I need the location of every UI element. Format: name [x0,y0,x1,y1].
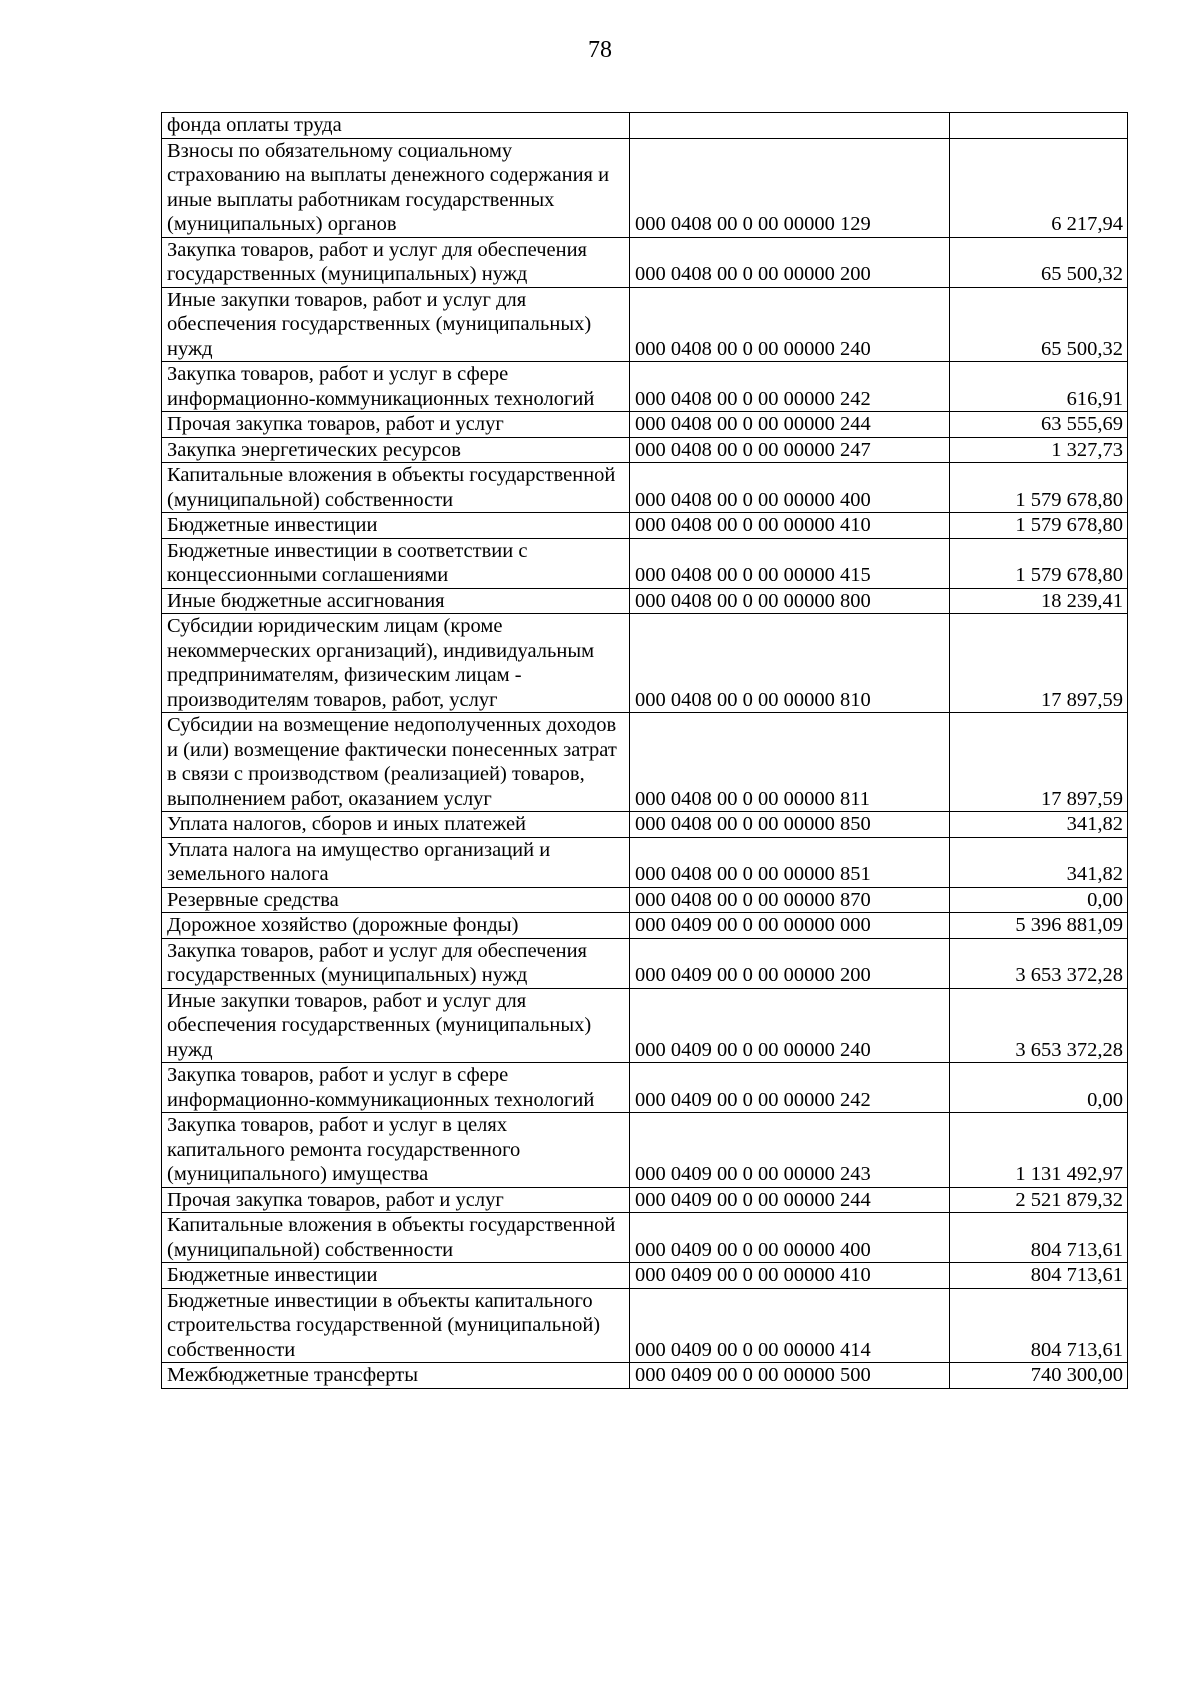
expense-name: Иные бюджетные ассигнования [162,588,630,614]
amount: 65 500,32 [950,237,1128,287]
table-row [162,362,1128,412]
amount [950,113,1128,139]
budget-classification-code: 000 0408 00 0 00 00000 415 [630,538,950,588]
amount: 0,00 [950,887,1128,913]
expense-name: Закупка товаров, работ и услуг в сфере информационно-коммуникационных технологий [162,1063,630,1113]
amount: 17 897,59 [950,614,1128,713]
table-row [162,713,1128,812]
budget-classification-code: 000 0408 00 0 00 00000 240 [630,287,950,362]
expense-name: Закупка товаров, работ и услуг в сфере информационно-коммуникационных технологий [162,362,630,412]
expense-name: Дорожное хозяйство (дорожные фонды) [162,913,630,939]
table-row [162,237,1128,287]
table-row [162,1213,1128,1263]
expense-name: Бюджетные инвестиции в объекты капитального строительства государственной (муниципальной) собственности [162,1288,630,1363]
expense-name: Уплата налога на имущество организаций и земельного налога [162,837,630,887]
expense-name: Прочая закупка товаров, работ и услуг [162,412,630,438]
expense-name: Закупка энергетических ресурсов [162,437,630,463]
table-row [162,538,1128,588]
table-row [162,513,1128,539]
expense-name: Субсидии на возмещение недополученных доходов и (или) возмещение фактически понесенных затрат в связи с производством (реализацией) товаров, выполнением работ, оказанием услуг [162,713,630,812]
budget-table-body [162,113,1128,1389]
amount: 18 239,41 [950,588,1128,614]
expense-name: Капитальные вложения в объекты государственной (муниципальной) собственности [162,1213,630,1263]
table-row [162,837,1128,887]
expense-name: Закупка товаров, работ и услуг для обеспечения государственных (муниципальных) нужд [162,237,630,287]
expense-name: Уплата налогов, сборов и иных платежей [162,812,630,838]
amount: 804 713,61 [950,1288,1128,1363]
expense-name: Капитальные вложения в объекты государственной (муниципальной) собственности [162,463,630,513]
table-row [162,614,1128,713]
amount: 5 396 881,09 [950,913,1128,939]
amount: 1 327,73 [950,437,1128,463]
table-row [162,938,1128,988]
amount: 1 579 678,80 [950,538,1128,588]
expense-name: Взносы по обязательному социальному страхованию на выплаты денежного содержания и иные выплаты работникам государственных (муниципальных) органов [162,138,630,237]
amount: 1 579 678,80 [950,463,1128,513]
budget-classification-code: 000 0408 00 0 00 00000 247 [630,437,950,463]
table-row [162,1263,1128,1289]
expense-name: Иные закупки товаров, работ и услуг для обеспечения государственных (муниципальных) нужд [162,988,630,1063]
amount: 740 300,00 [950,1363,1128,1389]
budget-classification-code: 000 0408 00 0 00 00000 410 [630,513,950,539]
budget-classification-code: 000 0409 00 0 00 00000 244 [630,1187,950,1213]
amount: 1 579 678,80 [950,513,1128,539]
budget-classification-code: 000 0408 00 0 00 00000 200 [630,237,950,287]
amount: 17 897,59 [950,713,1128,812]
table-row [162,887,1128,913]
table-row [162,138,1128,237]
budget-classification-code: 000 0408 00 0 00 00000 810 [630,614,950,713]
amount: 804 713,61 [950,1213,1128,1263]
expense-name: Прочая закупка товаров, работ и услуг [162,1187,630,1213]
expense-name: Иные закупки товаров, работ и услуг для обеспечения государственных (муниципальных) нужд [162,287,630,362]
table-row [162,1363,1128,1389]
table-row [162,988,1128,1063]
expense-name: Резервные средства [162,887,630,913]
table-row [162,437,1128,463]
table-row [162,1063,1128,1113]
table-row [162,412,1128,438]
table-row [162,1113,1128,1188]
budget-table [161,112,1128,1389]
amount: 63 555,69 [950,412,1128,438]
table-row [162,1187,1128,1213]
budget-classification-code: 000 0409 00 0 00 00000 410 [630,1263,950,1289]
budget-classification-code: 000 0408 00 0 00 00000 244 [630,412,950,438]
expense-name: Межбюджетные трансферты [162,1363,630,1389]
amount: 0,00 [950,1063,1128,1113]
budget-classification-code: 000 0408 00 0 00 00000 851 [630,837,950,887]
table-row [162,1288,1128,1363]
budget-classification-code [630,113,950,139]
expense-name: фонда оплаты труда [162,113,630,139]
amount: 616,91 [950,362,1128,412]
budget-classification-code: 000 0409 00 0 00 00000 414 [630,1288,950,1363]
budget-classification-code: 000 0408 00 0 00 00000 850 [630,812,950,838]
budget-classification-code: 000 0408 00 0 00 00000 870 [630,887,950,913]
budget-classification-code: 000 0409 00 0 00 00000 243 [630,1113,950,1188]
expense-name: Бюджетные инвестиции [162,513,630,539]
expense-name: Закупка товаров, работ и услуг в целях капитального ремонта государственного (муниципального) имущества [162,1113,630,1188]
expense-name: Субсидии юридическим лицам (кроме некоммерческих организаций), индивидуальным предпринимателям, физическим лицам - производителям товаров, работ, услуг [162,614,630,713]
expense-name: Бюджетные инвестиции [162,1263,630,1289]
budget-classification-code: 000 0408 00 0 00 00000 811 [630,713,950,812]
budget-classification-code: 000 0409 00 0 00 00000 240 [630,988,950,1063]
expense-name: Бюджетные инвестиции в соответствии с концессионными соглашениями [162,538,630,588]
table-row [162,812,1128,838]
amount: 65 500,32 [950,287,1128,362]
amount: 804 713,61 [950,1263,1128,1289]
table-row [162,913,1128,939]
budget-classification-code: 000 0408 00 0 00 00000 400 [630,463,950,513]
budget-classification-code: 000 0409 00 0 00 00000 200 [630,938,950,988]
budget-classification-code: 000 0408 00 0 00 00000 129 [630,138,950,237]
budget-classification-code: 000 0408 00 0 00 00000 800 [630,588,950,614]
budget-classification-code: 000 0409 00 0 00 00000 500 [630,1363,950,1389]
amount: 3 653 372,28 [950,988,1128,1063]
table-row [162,113,1128,139]
amount: 341,82 [950,812,1128,838]
table-row [162,588,1128,614]
budget-classification-code: 000 0408 00 0 00 00000 242 [630,362,950,412]
table-row [162,463,1128,513]
budget-classification-code: 000 0409 00 0 00 00000 000 [630,913,950,939]
amount: 6 217,94 [950,138,1128,237]
budget-classification-code: 000 0409 00 0 00 00000 242 [630,1063,950,1113]
amount: 2 521 879,32 [950,1187,1128,1213]
budget-classification-code: 000 0409 00 0 00 00000 400 [630,1213,950,1263]
page-number: 78 [588,37,612,63]
amount: 341,82 [950,837,1128,887]
amount: 3 653 372,28 [950,938,1128,988]
amount: 1 131 492,97 [950,1113,1128,1188]
expense-name: Закупка товаров, работ и услуг для обеспечения государственных (муниципальных) нужд [162,938,630,988]
table-row [162,287,1128,362]
